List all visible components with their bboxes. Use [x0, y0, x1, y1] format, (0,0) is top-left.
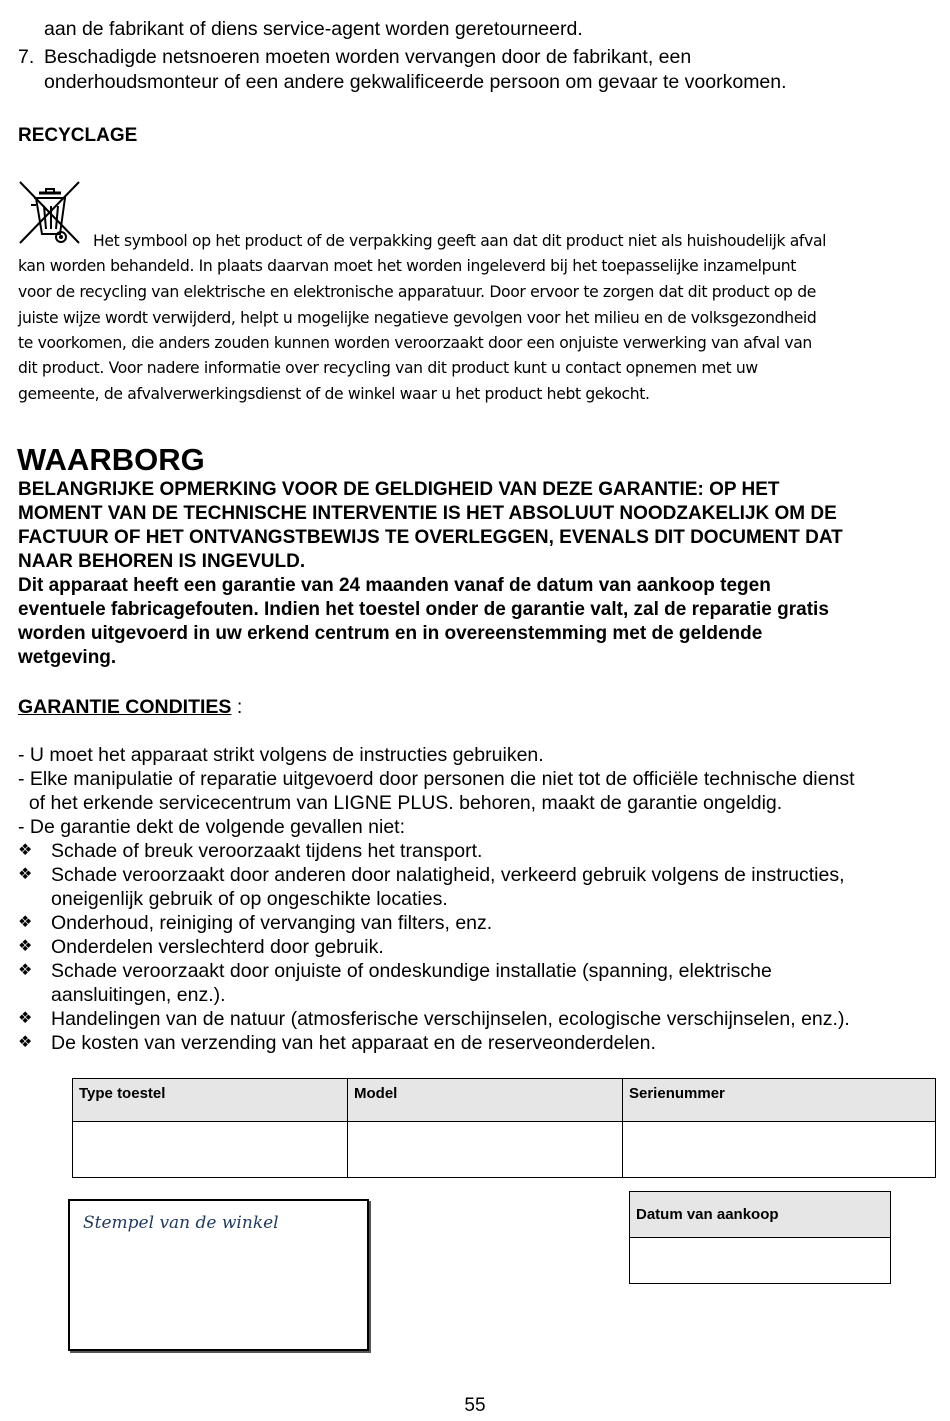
purchase-date-field[interactable]	[630, 1238, 891, 1284]
diamond-bullet-icon: ❖	[18, 962, 33, 979]
warranty-period-line-3: worden uitgevoerd in uw erkend centrum en in overeenstemming met de geldende	[18, 623, 763, 644]
list-item-7-line-1: Beschadigde netsnoeren moeten worden vervangen door de fabrikant, een	[44, 46, 692, 68]
list-item-7-line-2: onderhoudsmonteur of een andere gekwalificeerde persoon om gevaar te voorkomen.	[44, 71, 787, 93]
recycling-text-line-3: voor de recycling van elektrische en elektronische apparatuur. Door ervoor te zorgen dat dit product op de	[18, 283, 816, 301]
shop-stamp-box[interactable]	[68, 1199, 369, 1351]
condition-line-2: - Elke manipulatie of reparatie uitgevoerd door personen die niet tot de officiële technische dienst	[18, 768, 855, 790]
exclusion-text: Onderhoud, reiniging of vervanging van filters, enz.	[51, 912, 493, 934]
warranty-notice-line-1: BELANGRIJKE OPMERKING VOOR DE GELDIGHEID VAN DEZE GARANTIE: OP HET	[18, 479, 780, 500]
product-info-table	[72, 1078, 936, 1178]
condition-line-1: - U moet het apparaat strikt volgens de instructies gebruiken.	[18, 744, 544, 766]
condition-line-3: of het erkende servicecentrum van LIGNE PLUS. behoren, maakt de garantie ongeldig.	[18, 792, 783, 814]
condition-line-4: - De garantie dekt de volgende gevallen niet:	[18, 816, 406, 838]
conditions-heading-row	[18, 695, 242, 719]
page-number: 55	[464, 1395, 486, 1416]
recycling-text-line-5: te voorkomen, die anders zouden kunnen worden veroorzaakt door een onjuiste verwerking van afval van	[18, 334, 812, 352]
list-number-7: 7.	[18, 46, 35, 68]
warranty-notice-line-3: FACTUUR OF HET ONTVANGSTBEWIJS TE OVERLEGGEN, EVENALS DIT DOCUMENT DAT	[18, 527, 843, 548]
diamond-bullet-icon: ❖	[18, 866, 33, 883]
recycling-text-line-1: Het symbool op het product of de verpakking geeft aan dat dit product niet als huishoudelijk afval	[93, 232, 827, 250]
exclusion-text: oneigenlijk gebruik of op ongeschikte locaties.	[51, 888, 448, 910]
exclusion-text: Schade of breuk veroorzaakt tijdens het transport.	[51, 840, 483, 862]
header-type-toestel: Type toestel	[73, 1079, 348, 1122]
type-toestel-field[interactable]	[73, 1122, 348, 1178]
diamond-bullet-icon: ❖	[18, 842, 33, 859]
diamond-bullet-icon: ❖	[18, 1034, 33, 1051]
conditions-heading: GARANTIE CONDITIES	[18, 696, 232, 718]
crossed-out-wheelie-bin-icon	[17, 179, 83, 247]
warranty-notice-line-2: MOMENT VAN DE TECHNISCHE INTERVENTIE IS HET ABSOLUUT NOODZAKELIJK OM DE	[18, 503, 837, 524]
purchase-date-table	[629, 1191, 891, 1284]
serienummer-field[interactable]	[623, 1122, 936, 1178]
header-model: Model	[348, 1079, 623, 1122]
diamond-bullet-icon: ❖	[18, 938, 33, 955]
diamond-bullet-icon: ❖	[18, 1010, 33, 1027]
recycling-text-line-7: gemeente, de afvalverwerkingsdienst of de winkel waar u het product hebt gekocht.	[18, 385, 650, 403]
warranty-title: WAARBORG	[17, 442, 205, 477]
warranty-period-line-2: eventuele fabricagefouten. Indien het toestel onder de garantie valt, zal de reparatie gratis	[18, 599, 829, 620]
warranty-period-line-4: wetgeving.	[18, 647, 117, 668]
diamond-bullet-icon: ❖	[18, 914, 33, 931]
warranty-notice-line-4: NAAR BEHOREN IS INGEVULD.	[18, 551, 306, 572]
warranty-period-line-1: Dit apparaat heeft een garantie van 24 maanden vanaf de datum van aankoop tegen	[18, 575, 771, 596]
recycling-heading: RECYCLAGE	[18, 125, 138, 146]
shop-stamp-label: Stempel van de winkel	[83, 1213, 279, 1233]
recycling-text-line-6: dit product. Voor nadere informatie over recycling van dit product kunt u contact opnemen met uw	[18, 359, 758, 377]
exclusion-text: Handelingen van de natuur (atmosferische verschijnselen, ecologische verschijnselen, enz.).	[51, 1008, 850, 1030]
exclusion-text: Schade veroorzaakt door onjuiste of ondeskundige installatie (spanning, elektrische	[51, 960, 772, 982]
recycling-text-line-4: juiste wijze wordt verwijderd, helpt u mogelijke negatieve gevolgen voor het milieu en de volksgezondheid	[18, 309, 817, 327]
exclusion-text: Onderdelen verslechterd door gebruik.	[51, 936, 384, 958]
conditions-heading-colon: :	[231, 696, 243, 718]
continuation-text: aan de fabrikant of diens service-agent worden geretourneerd.	[44, 18, 583, 40]
exclusion-text: Schade veroorzaakt door anderen door nalatigheid, verkeerd gebruik volgens de instructies,	[51, 864, 845, 886]
purchase-date-label: Datum van aankoop	[630, 1192, 891, 1238]
model-field[interactable]	[348, 1122, 623, 1178]
exclusion-text: aansluitingen, enz.).	[51, 984, 226, 1006]
header-serienummer: Serienummer	[623, 1079, 936, 1122]
recycling-text-line-2: kan worden behandeld. In plaats daarvan moet het worden ingeleverd bij het toepasselijke inzamelpunt	[18, 257, 797, 275]
exclusion-text: De kosten van verzending van het apparaat en de reserveonderdelen.	[51, 1032, 656, 1054]
